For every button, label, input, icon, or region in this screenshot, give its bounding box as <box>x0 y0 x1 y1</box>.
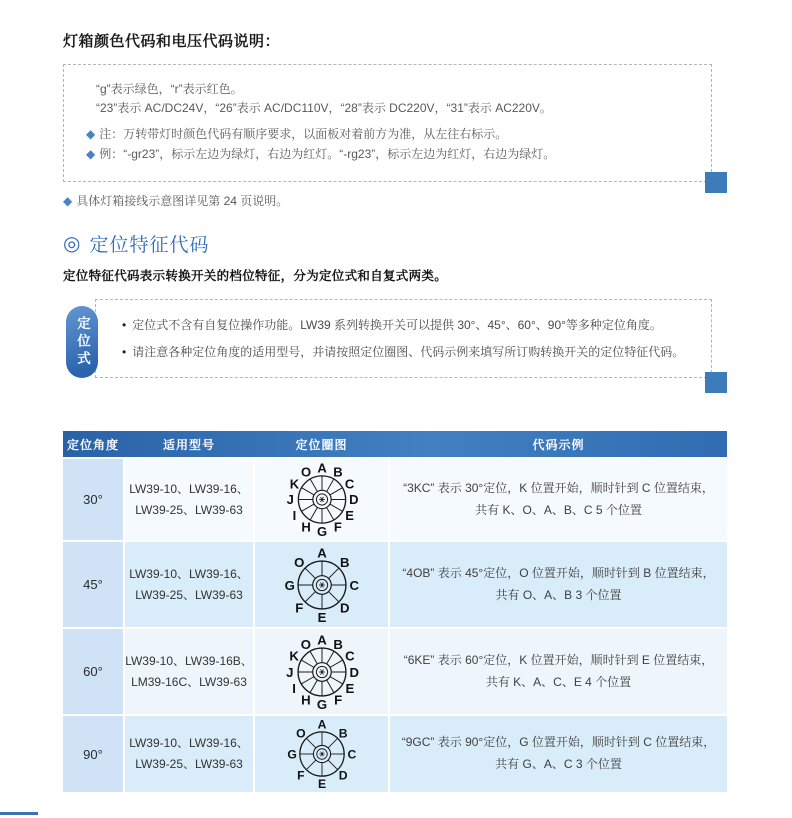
badge-label: 定位式 <box>75 315 90 369</box>
table-header-cell: 代码示例 <box>532 437 585 452</box>
svg-text:F: F <box>294 600 303 616</box>
positioning-type-badge <box>66 306 98 378</box>
code-example-line: 共有 O、A、B 3 个位置 <box>495 587 622 602</box>
svg-text:C: C <box>346 747 356 762</box>
code-example-line: 共有 G、A、C 3 个位置 <box>495 757 622 771</box>
svg-text:C: C <box>344 648 355 664</box>
svg-text:K: K <box>289 476 299 492</box>
svg-text:O: O <box>293 554 304 570</box>
models-cell <box>125 716 253 792</box>
svg-text:B: B <box>332 464 343 480</box>
svg-text:D: D <box>348 664 359 680</box>
bullseye-icon: ◎ <box>63 232 82 255</box>
diagram-cell <box>255 629 388 714</box>
svg-text:C: C <box>344 476 354 492</box>
positioning-wheel-diagram <box>281 631 363 713</box>
diamond-icon: ◆ <box>63 194 73 208</box>
code-example-line: 共有 K、O、A、B、C 5 个位置 <box>475 502 642 517</box>
positioning-wheel-diagram <box>281 459 363 540</box>
angle-cell: 60° <box>63 629 123 714</box>
example-line <box>86 145 555 162</box>
note-line <box>86 125 507 142</box>
bullet-line <box>122 316 662 333</box>
lamp-code-note-box <box>63 64 712 182</box>
svg-text:G: G <box>316 524 327 540</box>
code-example-line: “6KE” 表示 60°定位，K 位置开始，顺时针到 E 位置结束， <box>403 652 714 667</box>
positioning-wheel-diagram <box>281 544 363 626</box>
code-example-cell <box>390 459 727 540</box>
positioning-table <box>63 431 727 792</box>
models-cell <box>125 542 253 627</box>
corner-accent-square <box>705 372 727 393</box>
code-example-line: “4OB” 表示 45°定位，O 位置开始，顺时针到 B 位置结束， <box>402 565 715 580</box>
positioning-wheel-diagram <box>281 716 363 792</box>
bullet-line <box>122 343 684 360</box>
code-example-line: “9GC” 表示 90°定位，G 位置开始，顺时针到 C 位置结束， <box>401 735 716 750</box>
model-line: LM39-16C、LW39-63 <box>131 674 247 689</box>
bullet-icon: • <box>122 345 127 359</box>
page-footer-accent <box>0 812 38 815</box>
bullet-text: 定位式不含有自复位操作功能。LW39 系列转换开关可以提供 30°、45°、60°、90°等多种定位角度。 <box>132 318 662 332</box>
svg-text:O: O <box>295 726 306 741</box>
code-example-cell <box>390 716 727 792</box>
svg-text:O: O <box>300 464 311 480</box>
svg-text:F: F <box>296 768 305 783</box>
model-line: LW39-10、LW39-16、 <box>129 481 249 496</box>
diagram-cell <box>255 716 388 792</box>
svg-text:A: A <box>316 632 327 648</box>
svg-text:G: G <box>286 747 297 762</box>
model-line: LW39-25、LW39-63 <box>135 587 243 602</box>
diagram-cell <box>255 542 388 627</box>
section-subheading: 定位特征代码表示转换开关的档位特征，分为定位式和自复式两类。 <box>63 269 448 283</box>
voltage-code-line: “23”表示 AC/DC24V，“26”表示 AC/DC110V，“28”表示 DC220V，“31”表示 AC220V。 <box>96 101 552 115</box>
code-example-cell <box>390 542 727 627</box>
angle-cell: 45° <box>63 542 123 627</box>
note-text: 注：万转带灯时颜色代码有顺序要求，以面板对着前方为准，从左往右标示。 <box>99 127 508 141</box>
svg-text:F: F <box>333 519 342 535</box>
svg-text:F: F <box>333 692 342 708</box>
model-line: LW39-25、LW39-63 <box>135 502 243 517</box>
svg-text:E: E <box>317 777 326 792</box>
model-line: LW39-10、LW39-16、 <box>129 736 249 750</box>
svg-text:G: G <box>316 696 327 712</box>
svg-text:G: G <box>284 577 295 593</box>
svg-text:H: H <box>300 519 311 535</box>
color-code-line: “g”表示绿色，“r”表示红色。 <box>96 82 243 96</box>
wiring-note-text: 具体灯箱接线示意图详见第 24 页说明。 <box>76 194 289 208</box>
table-header-cell: 适用型号 <box>162 437 215 452</box>
svg-text:D: D <box>348 492 359 508</box>
angle-cell: 30° <box>63 459 123 540</box>
positioning-note-box <box>95 299 712 378</box>
table-grid <box>63 431 727 792</box>
model-line: LW39-10、LW39-16、 <box>129 566 249 581</box>
svg-text:A: A <box>316 545 327 561</box>
svg-text:A: A <box>317 717 326 732</box>
diamond-icon: ◆ <box>86 127 96 141</box>
page-title: 灯箱颜色代码和电压代码说明： <box>63 33 281 50</box>
model-line: LW39-25、LW39-63 <box>135 757 243 771</box>
example-text: 例：“-gr23”，标示左边为绿灯，右边为红灯。“-rg23”，标示左边为红灯，右边为绿灯。 <box>99 147 556 161</box>
svg-text:B: B <box>332 636 343 652</box>
svg-text:D: D <box>339 600 350 616</box>
svg-text:E: E <box>317 609 326 625</box>
bullet-icon: • <box>122 318 127 332</box>
svg-text:O: O <box>300 636 311 652</box>
diagram-cell <box>255 459 388 540</box>
code-example-line: 共有 K、A、C、E 4 个位置 <box>485 674 632 689</box>
models-cell <box>125 459 253 540</box>
code-example-cell <box>390 629 727 714</box>
section-heading <box>63 230 209 257</box>
svg-text:D: D <box>338 768 348 783</box>
table-header-cell: 定位角度 <box>66 437 119 452</box>
model-line: LW39-10、LW39-16B、 <box>125 653 253 668</box>
svg-text:E: E <box>345 680 354 696</box>
table-header-cell: 定位圈图 <box>295 437 348 452</box>
diamond-icon: ◆ <box>86 147 96 161</box>
svg-text:J: J <box>285 664 293 680</box>
svg-text:E: E <box>344 508 354 524</box>
svg-text:J: J <box>286 492 294 508</box>
svg-text:B: B <box>338 726 348 741</box>
svg-text:I: I <box>291 680 296 696</box>
svg-text:C: C <box>348 577 359 593</box>
svg-text:B: B <box>339 554 350 570</box>
corner-accent-square <box>705 172 727 193</box>
code-example-line: “3KC” 表示 30°定位，K 位置开始，顺时针到 C 位置结束， <box>403 480 714 495</box>
bullet-text: 请注意各种定位角度的适用型号，并请按照定位圈图、代码示例来填写所订购转换开关的定位特征代码。 <box>132 345 685 359</box>
svg-text:A: A <box>316 460 327 476</box>
svg-text:H: H <box>300 692 311 708</box>
angle-cell: 90° <box>63 716 123 792</box>
svg-text:I: I <box>292 508 296 524</box>
models-cell <box>125 629 253 714</box>
wiring-diagram-note <box>63 192 288 209</box>
svg-text:K: K <box>288 648 299 664</box>
section-heading-text: 定位特征代码 <box>89 235 210 256</box>
